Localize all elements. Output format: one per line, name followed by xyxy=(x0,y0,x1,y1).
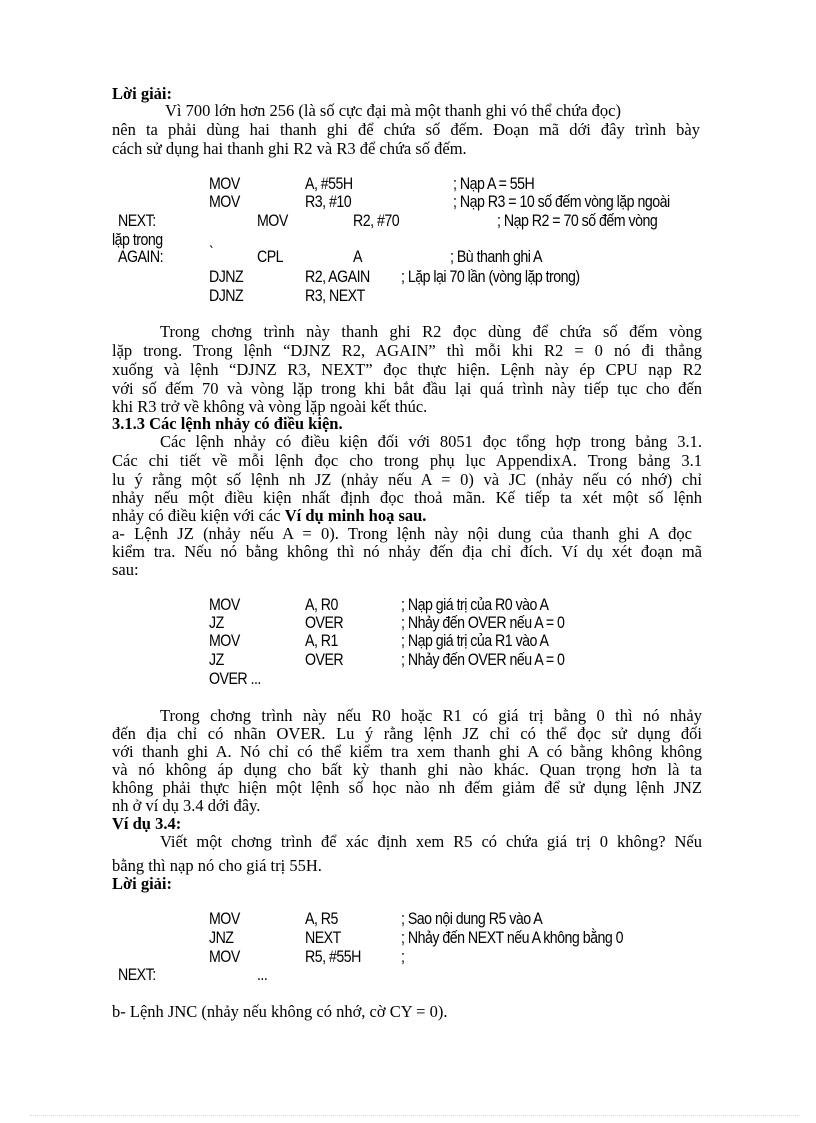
code-op: JZ xyxy=(209,651,224,669)
code-op: CPL xyxy=(257,248,284,266)
code-arg: R2, #70 xyxy=(353,212,400,230)
paragraph-line: với thanh ghi A. Nó chỉ có thể kiểm tra xem thanh ghi A có bằng không không xyxy=(112,742,702,761)
code-op: MOV xyxy=(209,948,240,966)
code-op: JNZ xyxy=(209,929,234,947)
code-label: AGAIN: xyxy=(118,248,164,266)
solution-heading: Lời giải: xyxy=(112,84,173,103)
code-op: DJNZ xyxy=(209,287,244,305)
paragraph-line: cách sử dụng hai thanh ghi R2 và R3 để chứa số đếm. xyxy=(112,139,467,158)
solution-heading: Lời giải: xyxy=(112,874,173,893)
code-comment: ; Nạp giá trị của R1 vào A xyxy=(401,632,549,650)
code-op: OVER ... xyxy=(209,670,261,688)
code-arg: R5, #55H xyxy=(305,948,361,966)
code-op: MOV xyxy=(209,175,240,193)
code-comment: ; Nạp R3 = 10 số đếm vòng lặp ngoài xyxy=(453,193,670,211)
code-op: JZ xyxy=(209,614,224,632)
paragraph-line: sau: xyxy=(112,560,139,579)
bold-inline-text: Ví dụ minh hoạ sau. xyxy=(284,506,427,525)
paragraph-line xyxy=(112,506,426,525)
paragraph-line: Vì 700 lớn hơn 256 (là số cực đại mà một thanh ghi vó thể chứa đọc) xyxy=(165,101,621,120)
code-comment: ; Lặp lại 70 lần (vòng lặp trong) xyxy=(401,268,580,286)
code-arg: NEXT xyxy=(305,929,341,947)
paragraph-line: khi R3 trở về không và vòng lặp ngoài kết thúc. xyxy=(112,397,428,416)
code-label: NEXT: xyxy=(118,212,156,230)
code-arg: A, #55H xyxy=(305,175,353,193)
paragraph-line: Trong chơng trình này nếu R0 hoặc R1 có giá trị bằng 0 thì nó nhảy xyxy=(160,706,702,725)
paragraph-line: nên ta phải dùng hai thanh ghi để chứa số đếm. Đoạn mã dới đây trình bày xyxy=(112,120,700,139)
code-comment-wrap: lặp trong xyxy=(112,231,163,249)
code-arg: R2, AGAIN xyxy=(305,268,370,286)
code-comment: ; Nạp giá trị của R0 vào A xyxy=(401,596,549,614)
footer-divider xyxy=(30,1115,800,1116)
code-op: MOV xyxy=(209,193,240,211)
code-comment: ; Nhảy đến NEXT nếu A không bằng 0 xyxy=(401,929,624,947)
paragraph-line: Trong chơng trình này thanh ghi R2 đọc dùng để chứa số đếm vòng xyxy=(160,322,702,341)
code-comment: ; Nhảy đến OVER nếu A = 0 xyxy=(401,614,565,632)
paragraph-line: với số đếm 70 và vòng lặp trong khi bắt đầu lại quá trình này tiếp tục cho đến xyxy=(112,379,702,398)
paragraph-line: xuống và lệnh “DJNZ R3, NEXT” đọc thực hiện. Lệnh này ép CPU nạp R2 xyxy=(112,360,702,379)
paragraph-line: đến địa chỉ có nhãn OVER. Lu ý rằng lệnh JZ chỉ có thể đọc sử dụng đối xyxy=(112,724,702,743)
section-heading: 3.1.3 Các lệnh nhảy có điều kiện. xyxy=(112,414,343,433)
paragraph-line: b- Lệnh JNC (nhảy nếu không có nhớ, cờ CY = 0). xyxy=(112,1002,448,1021)
paragraph-line: nh ở ví dụ 3.4 dới đây. xyxy=(112,796,261,815)
code-arg: R3, #10 xyxy=(305,193,352,211)
code-arg: A, R0 xyxy=(305,596,338,614)
code-stray-mark: ` xyxy=(209,244,214,262)
paragraph-line: Các lệnh nhảy có điều kiện đối với 8051 đọc tổng hợp trong bảng 3.1. xyxy=(160,432,702,451)
paragraph-line: a- Lệnh JZ (nhảy nếu A = 0). Trong lệnh này nội dung của thanh ghi A đọc xyxy=(112,524,692,543)
code-comment: ; Sao nội dung R5 vào A xyxy=(401,910,543,928)
code-arg: A xyxy=(353,248,362,266)
code-op: MOV xyxy=(209,596,240,614)
paragraph-line: nhảy nếu một điều kiện nhất định đọc thoả mãn. Kế tiếp ta xét một số lệnh xyxy=(112,488,702,507)
paragraph-line: lu ý rằng một số lệnh nh JZ (nhảy nếu A = 0) và JC (nhảy nếu có nhớ) chỉ xyxy=(112,470,702,489)
paragraph-line: kiểm tra. Nếu nó bằng không thì nó nhảy đến địa chỉ đích. Ví dụ xét đoạn mã xyxy=(112,542,702,561)
code-arg: A, R5 xyxy=(305,910,338,928)
code-op: MOV xyxy=(257,212,288,230)
paragraph-line: và nó không áp dụng cho bất kỳ thanh ghi nào khác. Quan trọng hơn là ta xyxy=(112,760,702,779)
paragraph-line: lặp trong. Trong lệnh “DJNZ R2, AGAIN” thì mỗi khi R2 = 0 nó đi thẳng xyxy=(112,341,702,360)
code-arg: R3, NEXT xyxy=(305,287,365,305)
code-arg: A, R1 xyxy=(305,632,338,650)
paragraph-line: không phải thực hiện một lệnh số học nào nh đếm giảm để sử dụng lệnh JNZ xyxy=(112,778,702,797)
code-label: NEXT: xyxy=(118,966,156,984)
code-comment: ; Nhảy đến OVER nếu A = 0 xyxy=(401,651,565,669)
code-op: DJNZ xyxy=(209,268,244,286)
code-arg: OVER xyxy=(305,651,344,669)
paragraph-line: bằng thì nạp nó cho giá trị 55H. xyxy=(112,856,322,875)
code-comment: ; Nạp R2 = 70 số đếm vòng xyxy=(497,212,658,230)
code-op: MOV xyxy=(209,632,240,650)
code-comment: ; Bù thanh ghi A xyxy=(450,248,542,266)
example-heading: Ví dụ 3.4: xyxy=(112,814,182,833)
code-op: ... xyxy=(257,966,268,984)
code-comment: ; Nạp A = 55H xyxy=(453,175,535,193)
paragraph-line: Viết một chơng trình để xác định xem R5 có chứa giá trị 0 không? Nếu xyxy=(160,832,702,851)
paragraph-text: nhảy có điều kiện với các xyxy=(112,506,285,525)
code-arg: OVER xyxy=(305,614,344,632)
paragraph-line: Các chi tiết về mỗi lệnh đọc cho trong phụ lục AppendixA. Trong bảng 3.1 xyxy=(112,451,702,470)
code-comment: ; xyxy=(401,948,405,966)
code-op: MOV xyxy=(209,910,240,928)
